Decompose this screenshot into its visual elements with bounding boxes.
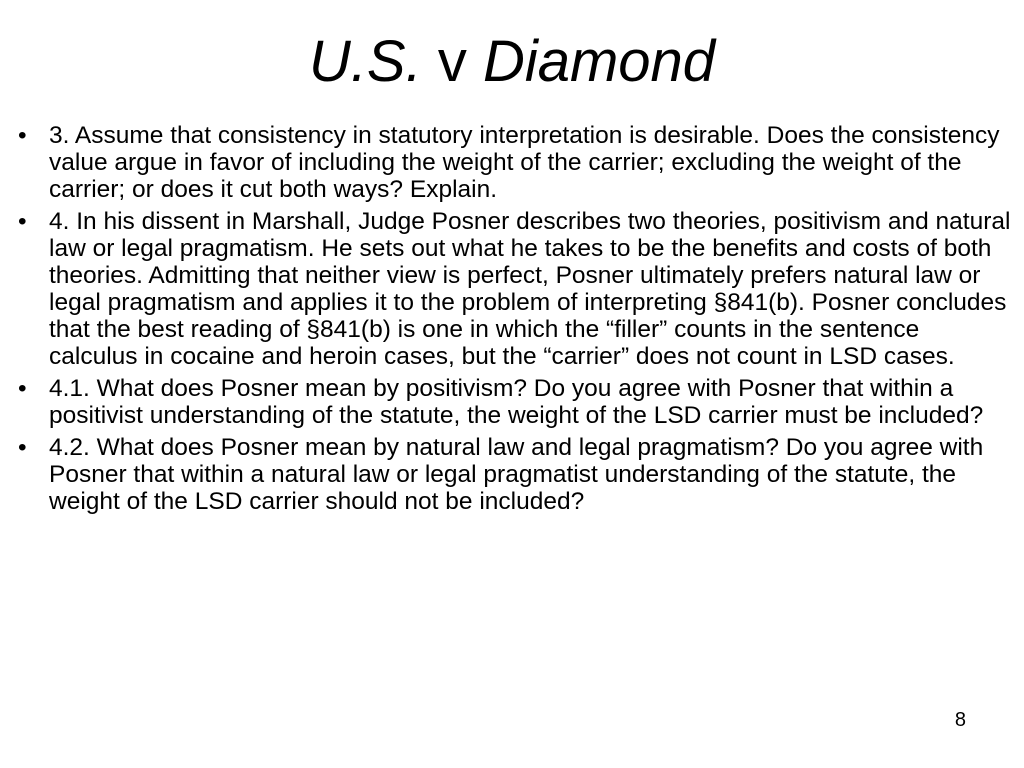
list-item <box>18 122 1014 203</box>
bullet-text: 4.2. What does Posner mean by natural law and legal pragmatism? Do you agree with Posner that within a natural law or legal pragmatist understanding of the statute, the weight of the LSD carrier should not be included? <box>49 434 984 515</box>
title-case-name-part-2: Diamond <box>482 29 716 94</box>
bullet-text: 3. Assume that consistency in statutory interpretation is desirable. Does the consistency value argue in favor of including the weight of the carrier; excluding the weight of the carrier; or does it cut both ways? Explain. <box>49 122 1000 203</box>
list-item <box>18 375 1014 429</box>
page-number: 8 <box>954 709 966 731</box>
bullet-icon: • <box>18 208 27 235</box>
bullet-text: 4. In his dissent in Marshall, Judge Posner describes two theories, positivism and natural law or legal pragmatism. He sets out what he takes to be the benefits and costs of both theories. Admitting that neither view is perfect, Posner ultimately prefers natural law or legal pragmatism and applies it to the problem of interpreting §841(b). Posner concludes that the best reading of §841(b) is one in which the “filler” counts in the sentence calculus in cocaine and heroin cases, but the “carrier” does not count in LSD cases. <box>49 208 1011 370</box>
bullet-list <box>18 122 1014 520</box>
bullet-icon: • <box>18 434 27 461</box>
bullet-text: 4.1. What does Posner mean by positivism? Do you agree with Posner that within a positivist understanding of the statute, the weight of the LSD carrier must be included? <box>49 375 984 429</box>
list-item <box>18 208 1014 370</box>
title-case-name-part-1: U.S. <box>308 29 422 94</box>
slide-title <box>0 22 1024 102</box>
list-item <box>18 434 1014 515</box>
bullet-icon: • <box>18 375 27 402</box>
title-versus: v <box>421 29 483 94</box>
bullet-icon: • <box>18 122 27 149</box>
